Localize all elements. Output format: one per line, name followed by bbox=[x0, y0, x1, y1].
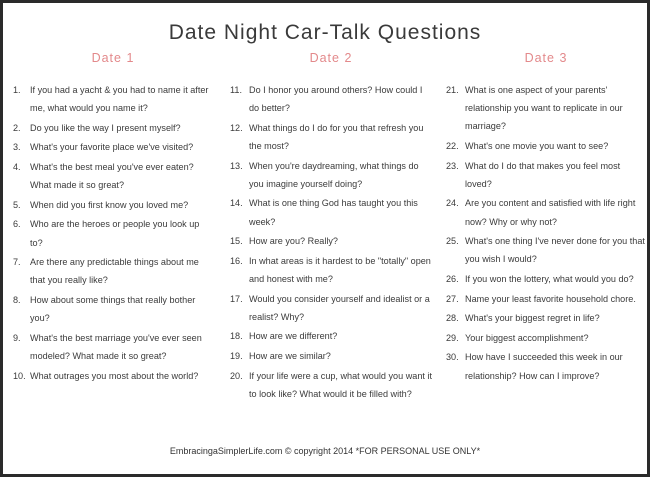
question-item bbox=[446, 270, 646, 288]
question-text: What's one movie you want to see? bbox=[465, 141, 609, 151]
question-number: 21. bbox=[446, 85, 459, 95]
question-text: If you had a yacht & you had to name it after me, what would you name it? bbox=[30, 85, 209, 114]
page-title: Date Night Car-Talk Questions bbox=[168, 21, 482, 45]
question-text: Your biggest accomplishment? bbox=[465, 332, 589, 343]
question-number: 29. bbox=[446, 332, 459, 343]
question-text: When you're daydreaming, what things do you imagine yourself doing? bbox=[249, 160, 419, 189]
date-2-heading: Date 2 bbox=[309, 51, 353, 65]
question-number: 18. bbox=[230, 331, 243, 342]
question-item bbox=[13, 196, 213, 214]
question-number: 7. bbox=[13, 257, 21, 268]
question-number: 26. bbox=[446, 273, 459, 284]
question-item bbox=[13, 119, 213, 137]
question-number: 14. bbox=[230, 198, 243, 209]
question-text: What is one thing God has taught you this week? bbox=[249, 198, 418, 227]
question-text: What outrages you most about the world? bbox=[30, 370, 199, 381]
question-text: When did you first know you loved me? bbox=[30, 199, 189, 210]
date-2-column bbox=[230, 47, 432, 404]
question-number: 12. bbox=[230, 122, 243, 133]
question-item bbox=[446, 348, 646, 384]
question-number: 10. bbox=[13, 370, 26, 381]
question-item bbox=[446, 194, 646, 230]
question-text: Do you like the way I present myself? bbox=[30, 122, 181, 133]
question-item bbox=[230, 232, 432, 250]
date-1-heading: Date 1 bbox=[91, 51, 135, 65]
question-text: Do I honor you around others? How could I do better? bbox=[249, 85, 423, 114]
question-item bbox=[230, 157, 432, 193]
question-number: 22. bbox=[446, 141, 459, 151]
question-text: What's your favorite place we've visited? bbox=[30, 142, 194, 153]
question-item bbox=[446, 232, 646, 268]
question-item bbox=[230, 347, 432, 365]
question-number: 30. bbox=[446, 352, 459, 363]
date-1-column bbox=[13, 47, 213, 386]
question-number: 15. bbox=[230, 236, 243, 247]
question-number: 27. bbox=[446, 293, 459, 304]
question-number: 28. bbox=[446, 313, 459, 324]
question-text: What's one thing I've never done for you that you wish I would? bbox=[465, 236, 645, 265]
question-item bbox=[446, 81, 646, 136]
question-text: Name your least favorite household chore. bbox=[465, 293, 636, 304]
question-text: What is one aspect of your parents' relationship you want to replicate in our marriage? bbox=[465, 85, 623, 132]
question-item bbox=[446, 137, 646, 155]
question-number: 13. bbox=[230, 160, 243, 171]
question-text: What's the best meal you've ever eaten? What made it so great? bbox=[30, 161, 194, 191]
question-item bbox=[13, 253, 213, 289]
question-text: How are we different? bbox=[249, 331, 338, 342]
question-number: 2. bbox=[13, 122, 21, 133]
question-text: What things do I do for you that refresh you the most? bbox=[249, 122, 424, 151]
question-text: In what areas is it hardest to be "totally" open and honest with me? bbox=[249, 255, 431, 284]
question-number: 1. bbox=[13, 85, 21, 95]
question-item bbox=[230, 290, 432, 326]
question-text: If you won the lottery, what would you do? bbox=[465, 273, 634, 284]
question-item bbox=[446, 157, 646, 193]
date-2-question-list bbox=[230, 81, 432, 403]
question-item bbox=[13, 215, 213, 251]
question-text: What's your biggest regret in life? bbox=[465, 313, 600, 324]
question-number: 19. bbox=[230, 350, 243, 361]
question-number: 25. bbox=[446, 236, 459, 247]
question-text: Are there any predictable things about me that you really like? bbox=[30, 257, 199, 286]
question-text: Who are the heroes or people you look up to? bbox=[30, 219, 200, 248]
question-text: What's the best marriage you've ever seen modeled? What made it so great? bbox=[30, 332, 202, 361]
copyright-footer: EmbracingaSimplerLife.com © copyright 2014 *FOR PERSONAL USE ONLY* bbox=[169, 446, 481, 456]
question-number: 17. bbox=[230, 293, 243, 304]
question-text: If your life were a cup, what would you want it to look like? What would it be filled with? bbox=[249, 370, 432, 399]
question-item bbox=[13, 138, 213, 156]
question-item bbox=[230, 81, 432, 117]
question-number: 23. bbox=[446, 160, 459, 171]
question-text: What do I do that makes you feel most loved? bbox=[465, 160, 621, 189]
question-number: 5. bbox=[13, 199, 21, 210]
question-text: How are we similar? bbox=[249, 350, 331, 361]
question-item bbox=[446, 290, 646, 308]
question-text: Are you content and satisfied with life right now? Why or why not? bbox=[465, 198, 636, 227]
date-3-column bbox=[446, 47, 646, 386]
question-item bbox=[13, 329, 213, 365]
question-item bbox=[230, 327, 432, 345]
question-item bbox=[446, 309, 646, 327]
question-number: 6. bbox=[13, 219, 21, 230]
question-text: How are you? Really? bbox=[249, 236, 338, 247]
question-number: 4. bbox=[13, 161, 21, 172]
question-text: Would you consider yourself and idealist or a realist? Why? bbox=[249, 293, 430, 322]
question-number: 11. bbox=[230, 85, 242, 95]
question-item bbox=[230, 367, 432, 403]
question-text: How have I succeeded this week in our relationship? How can I improve? bbox=[465, 352, 623, 381]
question-item bbox=[446, 329, 646, 347]
question-number: 16. bbox=[230, 255, 243, 266]
question-item bbox=[13, 158, 213, 194]
question-item bbox=[230, 252, 432, 288]
question-number: 3. bbox=[13, 142, 21, 153]
date-3-question-list bbox=[446, 81, 646, 385]
date-3-heading: Date 3 bbox=[524, 51, 568, 65]
date-1-question-list bbox=[13, 81, 213, 385]
question-number: 8. bbox=[13, 294, 21, 305]
question-item bbox=[13, 291, 213, 327]
question-number: 24. bbox=[446, 198, 459, 209]
question-item bbox=[13, 81, 213, 117]
question-number: 9. bbox=[13, 332, 21, 343]
question-number: 20. bbox=[230, 370, 243, 381]
question-item bbox=[230, 194, 432, 230]
question-item bbox=[13, 367, 213, 385]
question-text: How about some things that really bother you? bbox=[30, 294, 196, 324]
question-item bbox=[230, 119, 432, 155]
